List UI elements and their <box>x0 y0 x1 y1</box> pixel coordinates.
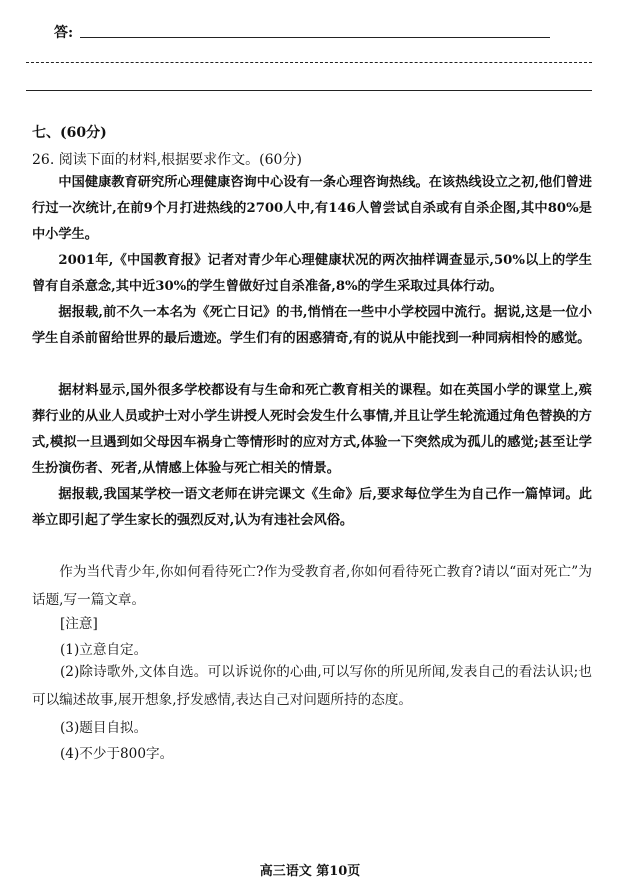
answer-line-1[interactable] <box>80 37 550 38</box>
writing-prompt: 作为当代青少年,你如何看待死亡?作为受教育者,你如何看待死亡教育?请以“面对死亡”为话题,写一篇文章。 <box>32 564 592 608</box>
material-paragraph: 中国健康教育研究所心理健康咨询中心设有一条心理咨询热线。在该热线设立之初,他们曾进行过一次统计,在前9个月打进热线的2700人中,有146人曾尝试自杀或有自杀企图,其中80%是中小学生。 <box>32 175 592 242</box>
notes-heading: [注意] <box>60 616 98 632</box>
answer-label: 答: <box>54 25 74 41</box>
question-heading: 26. 阅读下面的材料,根据要求作文。(60分) <box>32 152 302 168</box>
note-item: (1)立意自定。 <box>60 642 148 658</box>
material-paragraph: 据报载,前不久一本名为《死亡日记》的书,悄悄在一些中小学校园中流行。据说,这是一位小学生自杀前留给世界的最后遗迹。学生们有的困惑猜奇,有的说从中能找到一种同病相怜的感觉。 <box>32 305 592 346</box>
note-item: (2)除诗歌外,文体自选。可以诉说你的心曲,可以写你的所见所闻,发表自己的看法认识;也可以编述故事,展开想象,抒发感情,表达自己对问题所持的态度。 <box>32 664 592 708</box>
note-item: (3)题目自拟。 <box>60 720 148 736</box>
material-paragraph: 据材料显示,国外很多学校都设有与生命和死亡教育相关的课程。如在英国小学的课堂上,殡葬行业的从业人员或护士对小学生讲授人死时会发生什么事情,并且让学生轮流通过角色替换的方式,模拟一旦遇到如父母因车祸身亡等情形时的应对方式,体验一下突然成为孤儿的感觉;甚至让学生扮演伤者、死者,从情感上体验与死亡相关的情景。 <box>32 383 592 476</box>
answer-line-3[interactable] <box>26 90 592 91</box>
page-footer: 高三语文 第10页 <box>259 864 361 879</box>
section-title: 七、(60分) <box>32 125 107 141</box>
note-item: (4)不少于800字。 <box>60 746 174 762</box>
material-paragraph: 2001年,《中国教育报》记者对青少年心理健康状况的两次抽样调查显示,50%以上的学生曾有自杀意念,其中近30%的学生曾做好过自杀准备,8%的学生采取过具体行动。 <box>32 253 592 294</box>
answer-line-2[interactable] <box>26 62 592 63</box>
material-paragraph: 据报载,我国某学校一语文老师在讲完课文《生命》后,要求每位学生为自己作一篇悼词。此举立即引起了学生家长的强烈反对,认为有违社会风俗。 <box>32 487 592 528</box>
